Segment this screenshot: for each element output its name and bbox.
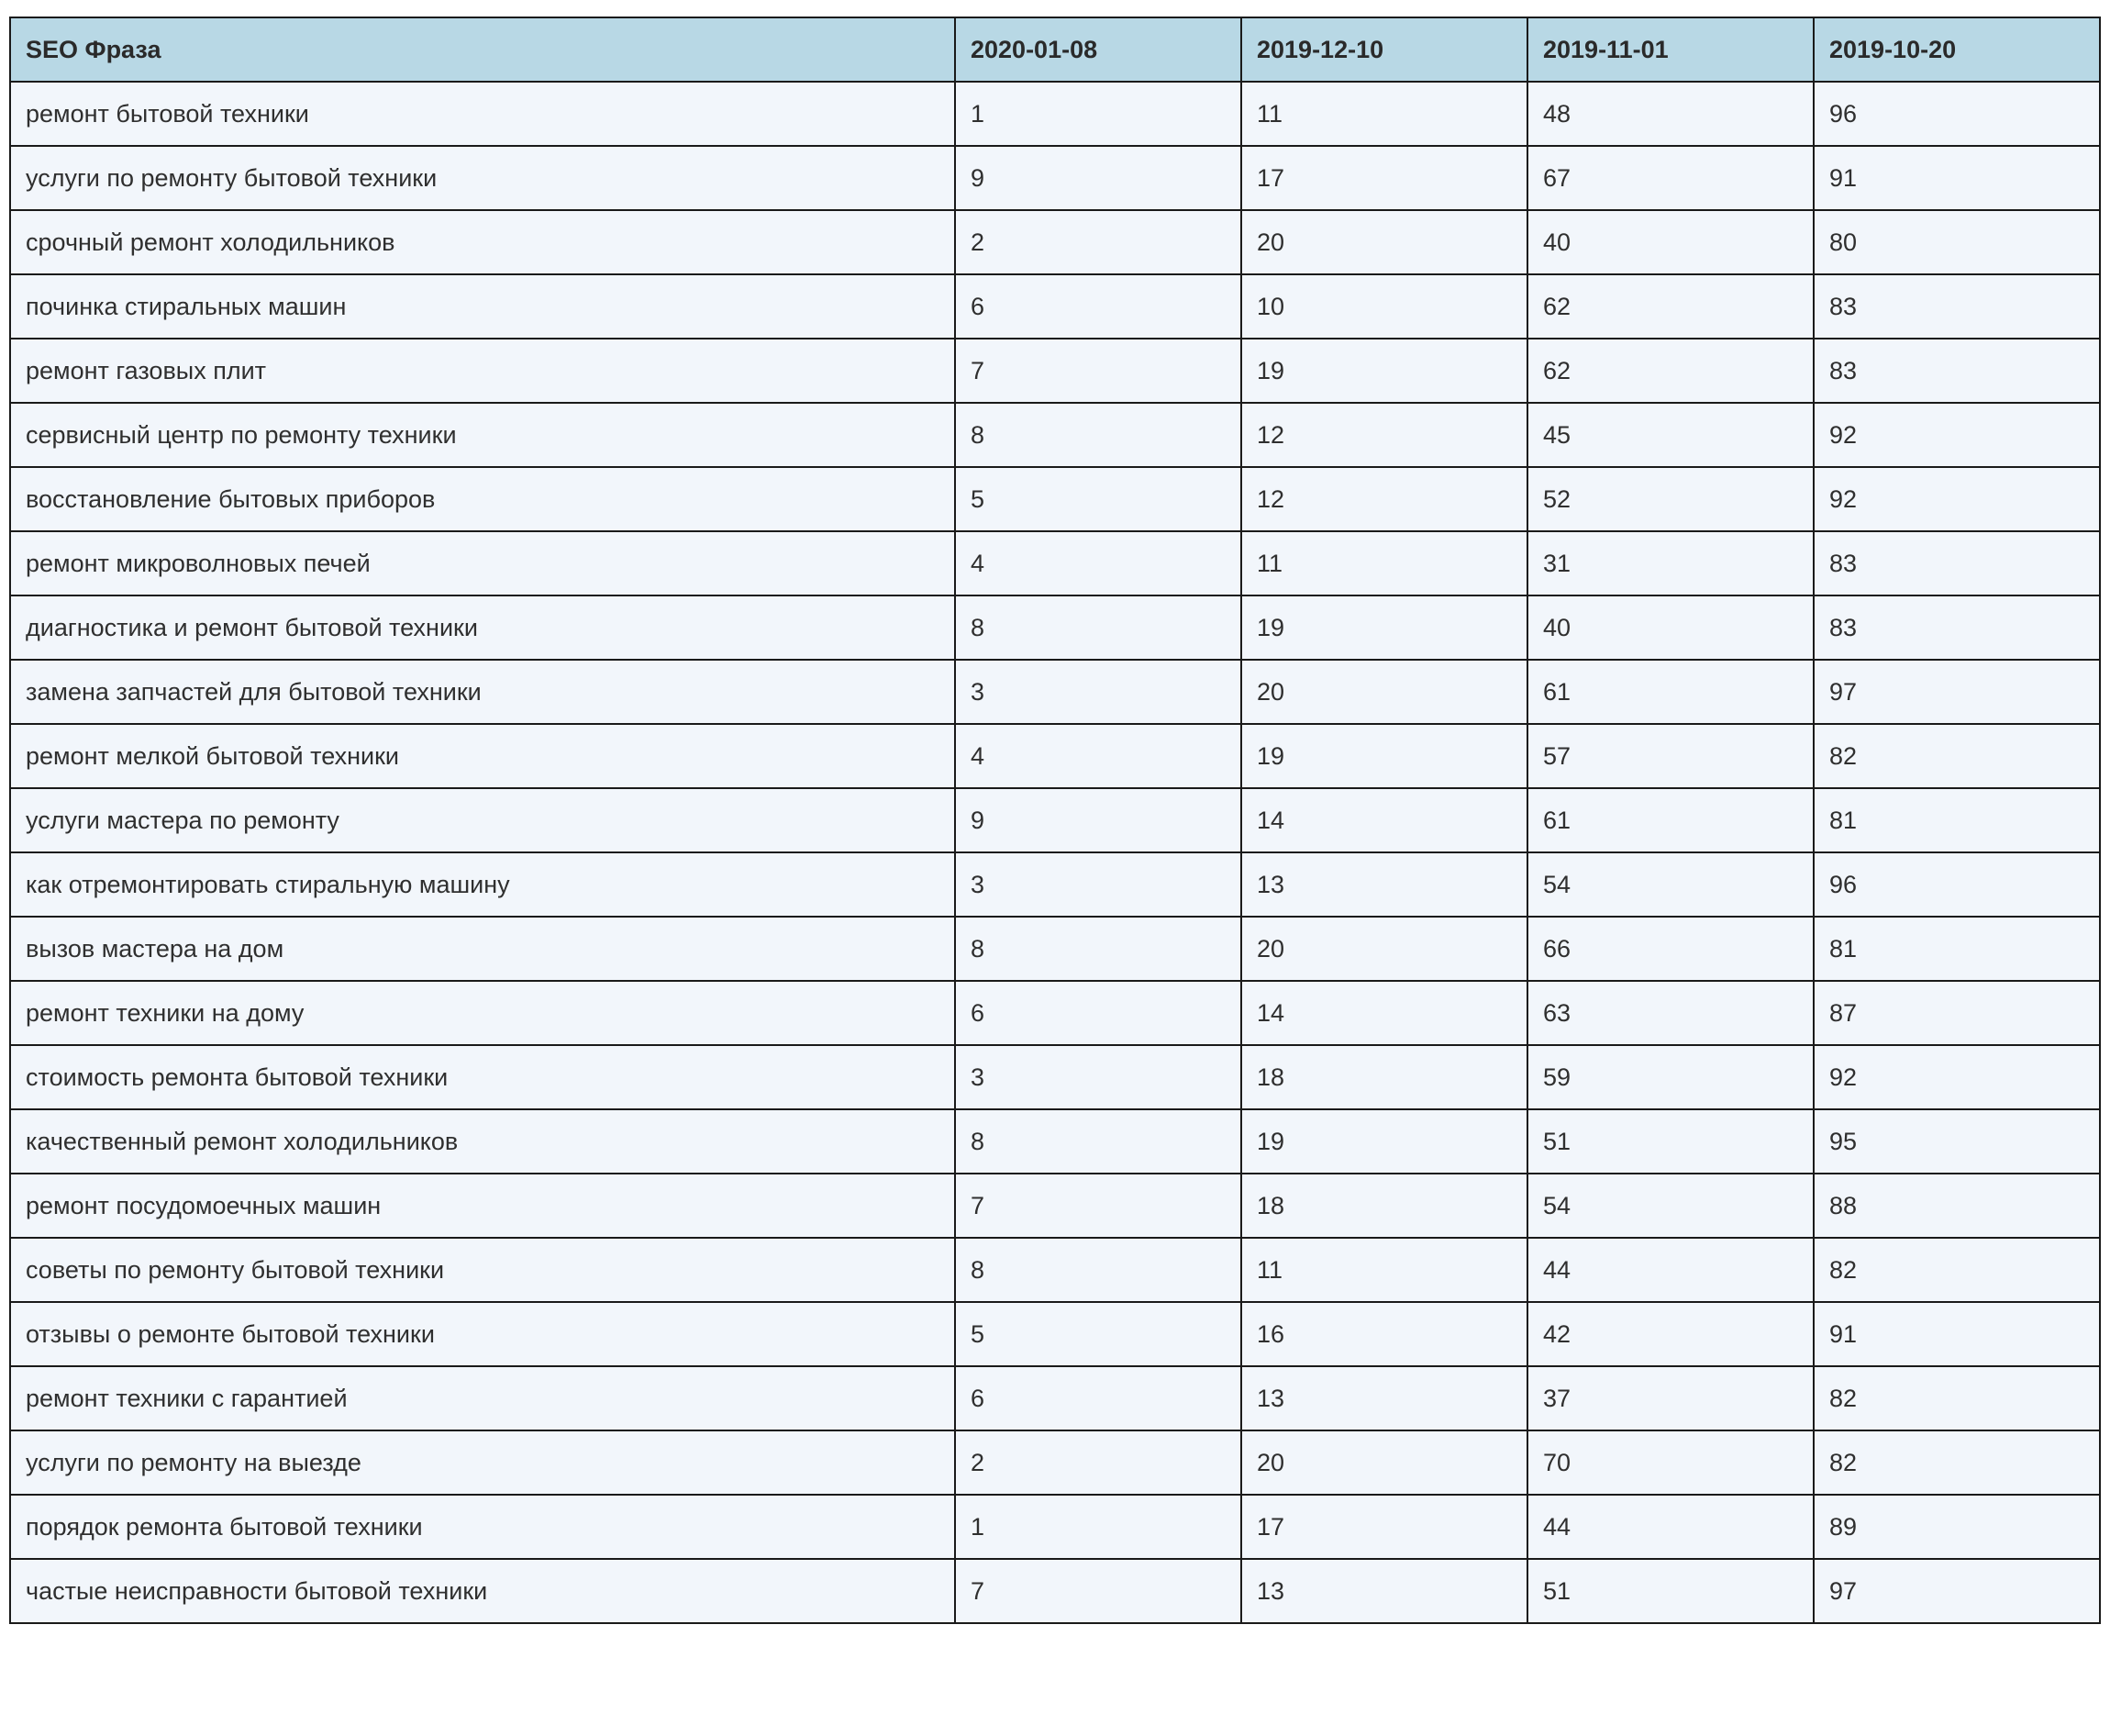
position-cell: 12	[1241, 467, 1527, 531]
phrase-cell: отзывы о ремонте бытовой техники	[10, 1302, 955, 1366]
position-cell: 96	[1814, 852, 2100, 917]
table-row	[10, 1045, 2100, 1109]
table-row	[10, 82, 2100, 146]
phrase-cell: стоимость ремонта бытовой техники	[10, 1045, 955, 1109]
position-cell: 20	[1241, 210, 1527, 274]
table-body	[10, 82, 2100, 1623]
position-cell: 11	[1241, 1238, 1527, 1302]
position-cell: 9	[955, 788, 1241, 852]
position-cell: 62	[1527, 339, 1814, 403]
phrase-cell: вызов мастера на дом	[10, 917, 955, 981]
table-row	[10, 981, 2100, 1045]
position-cell: 12	[1241, 403, 1527, 467]
position-cell: 4	[955, 531, 1241, 595]
position-cell: 19	[1241, 339, 1527, 403]
position-cell: 13	[1241, 852, 1527, 917]
phrase-cell: ремонт техники на дому	[10, 981, 955, 1045]
position-cell: 40	[1527, 595, 1814, 660]
position-cell: 5	[955, 467, 1241, 531]
position-cell: 44	[1527, 1495, 1814, 1559]
phrase-cell: ремонт посудомоечных машин	[10, 1174, 955, 1238]
phrase-cell: восстановление бытовых приборов	[10, 467, 955, 531]
position-cell: 42	[1527, 1302, 1814, 1366]
table-row	[10, 724, 2100, 788]
position-cell: 62	[1527, 274, 1814, 339]
position-cell: 18	[1241, 1174, 1527, 1238]
phrase-cell: порядок ремонта бытовой техники	[10, 1495, 955, 1559]
position-cell: 8	[955, 403, 1241, 467]
position-cell: 92	[1814, 467, 2100, 531]
position-cell: 6	[955, 274, 1241, 339]
position-cell: 63	[1527, 981, 1814, 1045]
position-cell: 52	[1527, 467, 1814, 531]
position-cell: 83	[1814, 274, 2100, 339]
position-cell: 31	[1527, 531, 1814, 595]
position-cell: 3	[955, 660, 1241, 724]
table-row	[10, 1559, 2100, 1623]
position-cell: 48	[1527, 82, 1814, 146]
position-cell: 5	[955, 1302, 1241, 1366]
phrase-cell: замена запчастей для бытовой техники	[10, 660, 955, 724]
phrase-cell: услуги по ремонту на выезде	[10, 1430, 955, 1495]
position-cell: 13	[1241, 1559, 1527, 1623]
position-cell: 17	[1241, 146, 1527, 210]
position-cell: 11	[1241, 82, 1527, 146]
position-cell: 51	[1527, 1109, 1814, 1174]
position-cell: 16	[1241, 1302, 1527, 1366]
position-cell: 89	[1814, 1495, 2100, 1559]
position-cell: 2	[955, 1430, 1241, 1495]
header-row	[10, 17, 2100, 82]
table-row	[10, 467, 2100, 531]
position-cell: 8	[955, 1238, 1241, 1302]
position-cell: 14	[1241, 981, 1527, 1045]
phrase-cell: сервисный центр по ремонту техники	[10, 403, 955, 467]
position-cell: 87	[1814, 981, 2100, 1045]
position-cell: 3	[955, 852, 1241, 917]
table-row	[10, 210, 2100, 274]
position-cell: 9	[955, 146, 1241, 210]
position-cell: 61	[1527, 788, 1814, 852]
phrase-cell: услуги по ремонту бытовой техники	[10, 146, 955, 210]
position-cell: 88	[1814, 1174, 2100, 1238]
table-row	[10, 788, 2100, 852]
phrase-cell: ремонт техники с гарантией	[10, 1366, 955, 1430]
seo-table-container	[9, 17, 2101, 1624]
table-row	[10, 852, 2100, 917]
position-cell: 51	[1527, 1559, 1814, 1623]
position-cell: 92	[1814, 403, 2100, 467]
position-cell: 83	[1814, 595, 2100, 660]
phrase-cell: ремонт бытовой техники	[10, 82, 955, 146]
header-date-2: 2019-12-10	[1241, 17, 1527, 82]
position-cell: 83	[1814, 531, 2100, 595]
position-cell: 20	[1241, 660, 1527, 724]
table-row	[10, 595, 2100, 660]
phrase-cell: ремонт микроволновых печей	[10, 531, 955, 595]
phrase-cell: как отремонтировать стиральную машину	[10, 852, 955, 917]
position-cell: 61	[1527, 660, 1814, 724]
position-cell: 2	[955, 210, 1241, 274]
table-row	[10, 403, 2100, 467]
position-cell: 18	[1241, 1045, 1527, 1109]
header-seo-phrase: SEO Фраза	[10, 17, 955, 82]
position-cell: 7	[955, 1559, 1241, 1623]
position-cell: 82	[1814, 1430, 2100, 1495]
phrase-cell: ремонт газовых плит	[10, 339, 955, 403]
position-cell: 54	[1527, 852, 1814, 917]
table-row	[10, 146, 2100, 210]
position-cell: 6	[955, 981, 1241, 1045]
position-cell: 97	[1814, 660, 2100, 724]
position-cell: 17	[1241, 1495, 1527, 1559]
header-date-3: 2019-11-01	[1527, 17, 1814, 82]
phrase-cell: частые неисправности бытовой техники	[10, 1559, 955, 1623]
phrase-cell: качественный ремонт холодильников	[10, 1109, 955, 1174]
table-row	[10, 1302, 2100, 1366]
position-cell: 91	[1814, 146, 2100, 210]
table-header	[10, 17, 2100, 82]
position-cell: 3	[955, 1045, 1241, 1109]
phrase-cell: услуги мастера по ремонту	[10, 788, 955, 852]
position-cell: 13	[1241, 1366, 1527, 1430]
position-cell: 8	[955, 595, 1241, 660]
header-date-1: 2020-01-08	[955, 17, 1241, 82]
position-cell: 97	[1814, 1559, 2100, 1623]
position-cell: 19	[1241, 724, 1527, 788]
table-row	[10, 1430, 2100, 1495]
position-cell: 83	[1814, 339, 2100, 403]
position-cell: 6	[955, 1366, 1241, 1430]
seo-positions-table	[9, 17, 2101, 1624]
phrase-cell: советы по ремонту бытовой техники	[10, 1238, 955, 1302]
position-cell: 10	[1241, 274, 1527, 339]
table-row	[10, 1495, 2100, 1559]
position-cell: 45	[1527, 403, 1814, 467]
position-cell: 81	[1814, 917, 2100, 981]
phrase-cell: диагностика и ремонт бытовой техники	[10, 595, 955, 660]
position-cell: 4	[955, 724, 1241, 788]
table-row	[10, 1174, 2100, 1238]
table-row	[10, 660, 2100, 724]
table-row	[10, 1109, 2100, 1174]
position-cell: 1	[955, 1495, 1241, 1559]
position-cell: 57	[1527, 724, 1814, 788]
position-cell: 20	[1241, 1430, 1527, 1495]
position-cell: 8	[955, 1109, 1241, 1174]
position-cell: 54	[1527, 1174, 1814, 1238]
position-cell: 44	[1527, 1238, 1814, 1302]
position-cell: 11	[1241, 531, 1527, 595]
position-cell: 7	[955, 339, 1241, 403]
position-cell: 91	[1814, 1302, 2100, 1366]
phrase-cell: срочный ремонт холодильников	[10, 210, 955, 274]
position-cell: 40	[1527, 210, 1814, 274]
position-cell: 59	[1527, 1045, 1814, 1109]
position-cell: 82	[1814, 1238, 2100, 1302]
position-cell: 70	[1527, 1430, 1814, 1495]
position-cell: 80	[1814, 210, 2100, 274]
table-row	[10, 531, 2100, 595]
position-cell: 67	[1527, 146, 1814, 210]
table-row	[10, 274, 2100, 339]
position-cell: 82	[1814, 1366, 2100, 1430]
position-cell: 82	[1814, 724, 2100, 788]
position-cell: 92	[1814, 1045, 2100, 1109]
phrase-cell: ремонт мелкой бытовой техники	[10, 724, 955, 788]
position-cell: 19	[1241, 595, 1527, 660]
position-cell: 1	[955, 82, 1241, 146]
position-cell: 8	[955, 917, 1241, 981]
table-row	[10, 339, 2100, 403]
position-cell: 7	[955, 1174, 1241, 1238]
position-cell: 95	[1814, 1109, 2100, 1174]
position-cell: 20	[1241, 917, 1527, 981]
table-row	[10, 1366, 2100, 1430]
position-cell: 37	[1527, 1366, 1814, 1430]
position-cell: 66	[1527, 917, 1814, 981]
position-cell: 14	[1241, 788, 1527, 852]
position-cell: 19	[1241, 1109, 1527, 1174]
table-row	[10, 917, 2100, 981]
phrase-cell: починка стиральных машин	[10, 274, 955, 339]
header-date-4: 2019-10-20	[1814, 17, 2100, 82]
position-cell: 81	[1814, 788, 2100, 852]
position-cell: 96	[1814, 82, 2100, 146]
table-row	[10, 1238, 2100, 1302]
